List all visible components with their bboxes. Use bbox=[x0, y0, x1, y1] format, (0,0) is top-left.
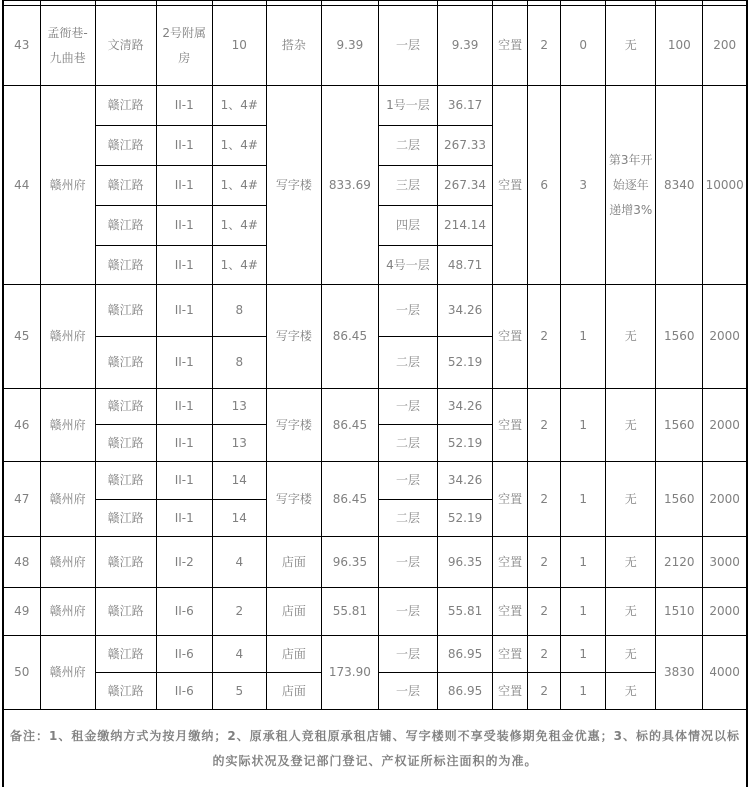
rental-listing-table bbox=[2, 0, 748, 787]
table-cell: 三层 bbox=[378, 166, 437, 206]
table-cell: 96.35 bbox=[321, 537, 378, 588]
table-cell: 一层 bbox=[378, 285, 437, 337]
table-cell: 空置 bbox=[493, 285, 528, 389]
table-cell: 空置 bbox=[493, 462, 528, 537]
table-cell: 173.90 bbox=[321, 636, 378, 710]
table-cell: II-1 bbox=[156, 337, 212, 389]
table-cell: 50 bbox=[3, 636, 40, 710]
table-cell: 200 bbox=[703, 6, 747, 86]
table-cell: 5 bbox=[212, 673, 266, 710]
table-cell: 无 bbox=[606, 537, 656, 588]
table-cell: 214.14 bbox=[438, 206, 493, 246]
table-cell: 二层 bbox=[378, 126, 437, 166]
table-cell: 无 bbox=[606, 673, 656, 710]
table-cell: 无 bbox=[606, 636, 656, 673]
remark-note: 备注：1、租金缴纳方式为按月缴纳；2、原承租人竞租原承租店铺、写字楼则不享受装修期免租金优惠；3、标的具体情况以标的实际状况及登记部门登记、产权证所标注面积的为准。 bbox=[3, 710, 747, 787]
table-cell: 4000 bbox=[703, 636, 747, 710]
table-cell: 1 bbox=[561, 537, 606, 588]
table-cell: 14 bbox=[212, 500, 266, 537]
table-cell: 孟衙巷-九曲巷 bbox=[40, 6, 95, 86]
table-cell: 46 bbox=[3, 389, 40, 462]
table-cell: II-1 bbox=[156, 425, 212, 462]
table-cell: II-6 bbox=[156, 588, 212, 636]
table-cell: 赣江路 bbox=[95, 588, 156, 636]
table-cell: 无 bbox=[606, 389, 656, 462]
table-cell: 8 bbox=[212, 337, 266, 389]
table-cell: 267.33 bbox=[438, 126, 493, 166]
table-cell: 店面 bbox=[266, 636, 321, 673]
table-cell: 赣江路 bbox=[95, 500, 156, 537]
table-cell: 3000 bbox=[703, 537, 747, 588]
table-cell: 2000 bbox=[703, 588, 747, 636]
table-cell: 赣江路 bbox=[95, 86, 156, 126]
table-cell: 52.19 bbox=[438, 500, 493, 537]
table-cell: 52.19 bbox=[438, 425, 493, 462]
table-cell: II-6 bbox=[156, 636, 212, 673]
table-cell: II-1 bbox=[156, 462, 212, 500]
table-cell: 赣江路 bbox=[95, 389, 156, 425]
table-cell: 47 bbox=[3, 462, 40, 537]
table-cell: 45 bbox=[3, 285, 40, 389]
table-cell: 搭杂 bbox=[266, 6, 321, 86]
table-cell: 2 bbox=[212, 588, 266, 636]
table-cell: II-1 bbox=[156, 126, 212, 166]
table-cell: 赣州府 bbox=[40, 636, 95, 710]
table-cell: 9.39 bbox=[438, 6, 493, 86]
table-cell: 6 bbox=[528, 86, 561, 285]
table-cell: 2000 bbox=[703, 462, 747, 537]
table-row bbox=[3, 537, 747, 588]
table-cell: 2 bbox=[528, 389, 561, 462]
table-cell: 二层 bbox=[378, 500, 437, 537]
table-cell: 二层 bbox=[378, 337, 437, 389]
table-cell: 10000 bbox=[703, 86, 747, 285]
table-cell: 55.81 bbox=[438, 588, 493, 636]
table-row bbox=[3, 462, 747, 500]
table-cell: 赣州府 bbox=[40, 389, 95, 462]
table-cell: 1、4# bbox=[212, 246, 266, 285]
table-cell: 赣江路 bbox=[95, 337, 156, 389]
table-cell: 267.34 bbox=[438, 166, 493, 206]
table-cell: II-1 bbox=[156, 389, 212, 425]
table-cell: 无 bbox=[606, 285, 656, 389]
table-row bbox=[3, 86, 747, 126]
table-cell: 1560 bbox=[656, 389, 703, 462]
table-cell: 86.45 bbox=[321, 462, 378, 537]
table-cell: 赣州府 bbox=[40, 285, 95, 389]
table-cell: 1号一层 bbox=[378, 86, 437, 126]
table-cell: 1 bbox=[561, 462, 606, 537]
table-cell: 赣江路 bbox=[95, 537, 156, 588]
table-cell: 店面 bbox=[266, 537, 321, 588]
table-cell: 1 bbox=[561, 389, 606, 462]
table-cell: 第3年开始逐年递增3% bbox=[606, 86, 656, 285]
table-cell: II-1 bbox=[156, 246, 212, 285]
table-cell: 86.95 bbox=[438, 673, 493, 710]
table-cell: 一层 bbox=[378, 6, 437, 86]
table-cell: 空置 bbox=[493, 537, 528, 588]
table-cell: 3 bbox=[561, 86, 606, 285]
table-cell: 49 bbox=[3, 588, 40, 636]
table-cell: 43 bbox=[3, 6, 40, 86]
table-cell: 34.26 bbox=[438, 389, 493, 425]
table-cell: II-1 bbox=[156, 206, 212, 246]
table-cell: 1560 bbox=[656, 462, 703, 537]
table-cell: 2 bbox=[528, 673, 561, 710]
table-cell: 3830 bbox=[656, 636, 703, 710]
table-body bbox=[3, 1, 747, 787]
table-cell: 52.19 bbox=[438, 337, 493, 389]
table-cell: 48.71 bbox=[438, 246, 493, 285]
table-cell: 1510 bbox=[656, 588, 703, 636]
table-cell: II-1 bbox=[156, 86, 212, 126]
table-cell: 55.81 bbox=[321, 588, 378, 636]
table-row bbox=[3, 588, 747, 636]
table-cell: II-1 bbox=[156, 500, 212, 537]
table-cell: 2 bbox=[528, 462, 561, 537]
table-cell: 13 bbox=[212, 425, 266, 462]
table-cell: 赣江路 bbox=[95, 126, 156, 166]
table-cell: 一层 bbox=[378, 462, 437, 500]
table-cell: 赣江路 bbox=[95, 206, 156, 246]
table-cell: 2 bbox=[528, 6, 561, 86]
table-cell: 100 bbox=[656, 6, 703, 86]
table-row bbox=[3, 389, 747, 425]
table-cell: 赣州府 bbox=[40, 588, 95, 636]
table-cell: 4 bbox=[212, 636, 266, 673]
table-cell: 写字楼 bbox=[266, 285, 321, 389]
table-cell: 一层 bbox=[378, 389, 437, 425]
table-cell: 二层 bbox=[378, 425, 437, 462]
table-cell: 赣州府 bbox=[40, 462, 95, 537]
table-cell: 一层 bbox=[378, 588, 437, 636]
table-cell: 赣州府 bbox=[40, 86, 95, 285]
table-cell: 店面 bbox=[266, 673, 321, 710]
table-cell: 无 bbox=[606, 588, 656, 636]
table-cell: 赣江路 bbox=[95, 285, 156, 337]
table-cell: 13 bbox=[212, 389, 266, 425]
table-cell: 空置 bbox=[493, 588, 528, 636]
table-cell: 1 bbox=[561, 285, 606, 389]
table-cell: II-1 bbox=[156, 285, 212, 337]
table-cell: 1560 bbox=[656, 285, 703, 389]
table-cell: 34.26 bbox=[438, 285, 493, 337]
table-cell: 0 bbox=[561, 6, 606, 86]
table-cell: 2 bbox=[528, 636, 561, 673]
table-cell: 空置 bbox=[493, 636, 528, 673]
table-cell: 赣江路 bbox=[95, 246, 156, 285]
table-cell: 2号附属房 bbox=[156, 6, 212, 86]
table-cell: 一层 bbox=[378, 537, 437, 588]
table-cell: 8 bbox=[212, 285, 266, 337]
table-cell: 店面 bbox=[266, 588, 321, 636]
table-cell: 96.35 bbox=[438, 537, 493, 588]
table-cell: 赣江路 bbox=[95, 425, 156, 462]
table-cell: 赣州府 bbox=[40, 537, 95, 588]
table-cell: 4 bbox=[212, 537, 266, 588]
table-cell: 赣江路 bbox=[95, 673, 156, 710]
table-cell: 8340 bbox=[656, 86, 703, 285]
table-cell: 写字楼 bbox=[266, 86, 321, 285]
table-cell: 4号一层 bbox=[378, 246, 437, 285]
table-cell: 一层 bbox=[378, 673, 437, 710]
table-cell: 2 bbox=[528, 588, 561, 636]
table-cell: 1、4# bbox=[212, 166, 266, 206]
table-row bbox=[3, 285, 747, 337]
table-cell: 赣江路 bbox=[95, 166, 156, 206]
table-cell: 48 bbox=[3, 537, 40, 588]
table-cell: 2 bbox=[528, 285, 561, 389]
table-cell: II-6 bbox=[156, 673, 212, 710]
table-row bbox=[3, 636, 747, 673]
table-cell: 1、4# bbox=[212, 126, 266, 166]
table-cell: 9.39 bbox=[321, 6, 378, 86]
table-cell: 44 bbox=[3, 86, 40, 285]
table-cell: 空置 bbox=[493, 6, 528, 86]
table-cell: 86.45 bbox=[321, 285, 378, 389]
table-cell: 10 bbox=[212, 6, 266, 86]
table-row bbox=[3, 6, 747, 86]
table-cell: 1 bbox=[561, 588, 606, 636]
table-cell: 1、4# bbox=[212, 206, 266, 246]
table-cell: 1 bbox=[561, 673, 606, 710]
table-cell: 写字楼 bbox=[266, 462, 321, 537]
table-cell: 2000 bbox=[703, 285, 747, 389]
table-cell: 2 bbox=[528, 537, 561, 588]
table-cell: 1、4# bbox=[212, 86, 266, 126]
table-cell: 833.69 bbox=[321, 86, 378, 285]
table-cell: 空置 bbox=[493, 673, 528, 710]
table-cell: II-1 bbox=[156, 166, 212, 206]
table-cell: 14 bbox=[212, 462, 266, 500]
table-cell: 34.26 bbox=[438, 462, 493, 500]
table-cell: 空置 bbox=[493, 389, 528, 462]
table-cell: 空置 bbox=[493, 86, 528, 285]
table-cell: 无 bbox=[606, 462, 656, 537]
table-cell: 1 bbox=[561, 636, 606, 673]
table-cell: 无 bbox=[606, 6, 656, 86]
table-cell: 赣江路 bbox=[95, 636, 156, 673]
table-cell: 86.95 bbox=[438, 636, 493, 673]
table-cell: 写字楼 bbox=[266, 389, 321, 462]
table-cell: 2000 bbox=[703, 389, 747, 462]
table-cell: II-2 bbox=[156, 537, 212, 588]
table-cell: 四层 bbox=[378, 206, 437, 246]
table-cell: 一层 bbox=[378, 636, 437, 673]
table-cell: 文清路 bbox=[95, 6, 156, 86]
table-cell: 2120 bbox=[656, 537, 703, 588]
table-cell: 赣江路 bbox=[95, 462, 156, 500]
table-cell: 36.17 bbox=[438, 86, 493, 126]
table-cell: 86.45 bbox=[321, 389, 378, 462]
table-row bbox=[3, 710, 747, 787]
